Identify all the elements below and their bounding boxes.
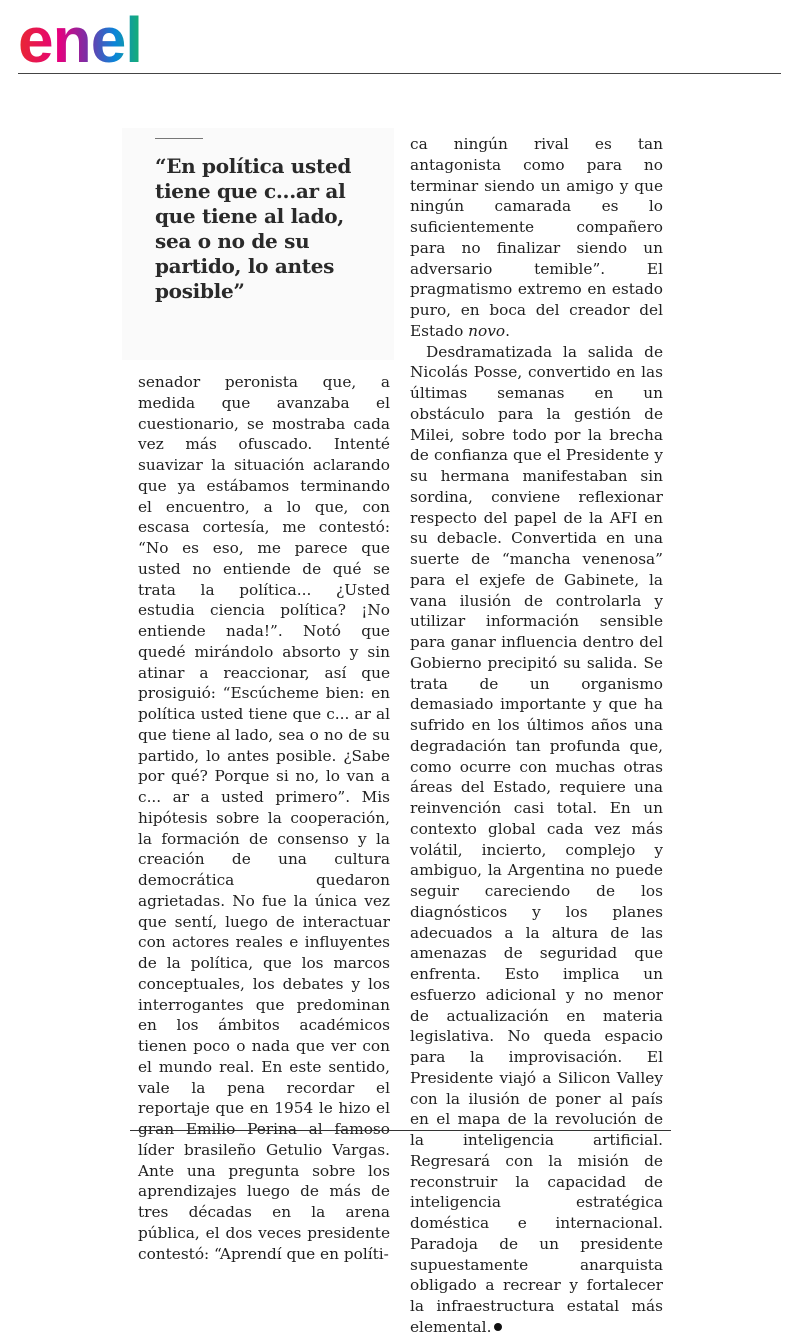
article-column-right bbox=[410, 134, 663, 1338]
right-p2-text: Desdramatizada la salida de Nicolás Posse, convertido en las últimas semanas en un obstáculo para la gestión de Milei, sobre todo por la brecha de confianza que el Presidente y su hermana manifestaban sin sordina, conviene reflexionar respecto del papel de la AFI en su debacle. Convertida en una suerte de “mancha venenosa” para el exjefe de Gabinete, la vana ilusión de controlarla y utilizar información sensible para ganar influencia dentro del Gobierno precipitó su salida. Se trata de un organismo demasiado importante y que ha sufrido en los últimos años una degradación tan profunda que, como ocurre con muchas otras áreas del Estado, requiere una reinvención casi total. En un contexto global cada vez más volátil, incierto, complejo y ambiguo, la Argentina no puede seguir careciendo de los diagnósticos y los planes adecuados a la altura de las amenazas de seguridad que enfrenta. Esto implica un esfuerzo adicional y no menor de actualización en materia legislativa. No queda espacio para la improvisación. El Presidente viajó a Silicon Valley con la ilusión de poner al país en el mapa de la revolución de la inteligencia artificial. Regresará con la misión de reconstruir la capacidad de inteligencia estratégica doméstica e internacional. Paradoja de un presidente supuestamente anarquista obligado a recrear y fortalecer la infraestructura estatal más elemental. bbox=[410, 342, 663, 1336]
right-p1-end: . bbox=[505, 321, 510, 340]
header-divider bbox=[18, 73, 781, 74]
right-paragraph-1 bbox=[410, 134, 663, 342]
right-p1-text: ca ningún rival es tan antagonista como para no terminar siendo un amigo y que ningún camarada es lo suficientemente compañero para no finalizar siendo un adversario temible”. El pragmatismo extremo en estado puro, en boca del creador del Estado bbox=[410, 135, 663, 340]
page-header bbox=[0, 0, 800, 80]
pullquote: “En política usted tiene que c...ar al que tiene al lado, sea o no de su partido, lo antes posible” bbox=[155, 154, 352, 303]
italic-word: novo bbox=[468, 321, 506, 340]
enel-logo bbox=[18, 4, 193, 74]
pullquote-rule bbox=[155, 138, 203, 139]
end-bullet-icon bbox=[494, 1323, 502, 1331]
left-paragraph: senador peronista que, a medida que avanzaba el cuestionario, se mostraba cada vez más ofuscado. Intenté suavizar la situación aclarando que ya estábamos terminando el encuentro, a lo que, con escasa cortesía, me contestó: “No es eso, me parece que usted no entiende de qué se trata la política... ¿Usted estudia ciencia política? ¡No entiende nada!”. Notó que quedé mirándolo absorto y sin atinar a reaccionar, así que prosiguió: “Escúcheme bien: en política usted tiene que c... ar al que tiene al lado, sea o no de su partido, lo antes posible. ¿Sabe por qué? Porque si no, lo van a c... ar a usted primero”. Mis hipótesis sobre la cooperación, la formación de consenso y la creación de una cultura democrática quedaron agrietadas. No fue la única vez que sentí, luego de interactuar con actores reales e influyentes de la política, que los marcos conceptuales, los debates y los interrogantes que predominan en los ámbitos académicos tienen poco o nada que ver con el mundo real. En este sentido, vale la pena recordar el reportaje que en 1954 le hizo el gran Emilio Perina al famoso líder brasileño Getulio Vargas. Ante una pregunta sobre los aprendizajes luego de más de tres décadas en la arena pública, el dos veces presidente contestó: “Aprendí que en políti- bbox=[138, 373, 390, 1263]
logo-text: enel bbox=[18, 4, 143, 74]
bottom-divider bbox=[130, 1130, 671, 1131]
right-paragraph-2 bbox=[410, 342, 663, 1338]
